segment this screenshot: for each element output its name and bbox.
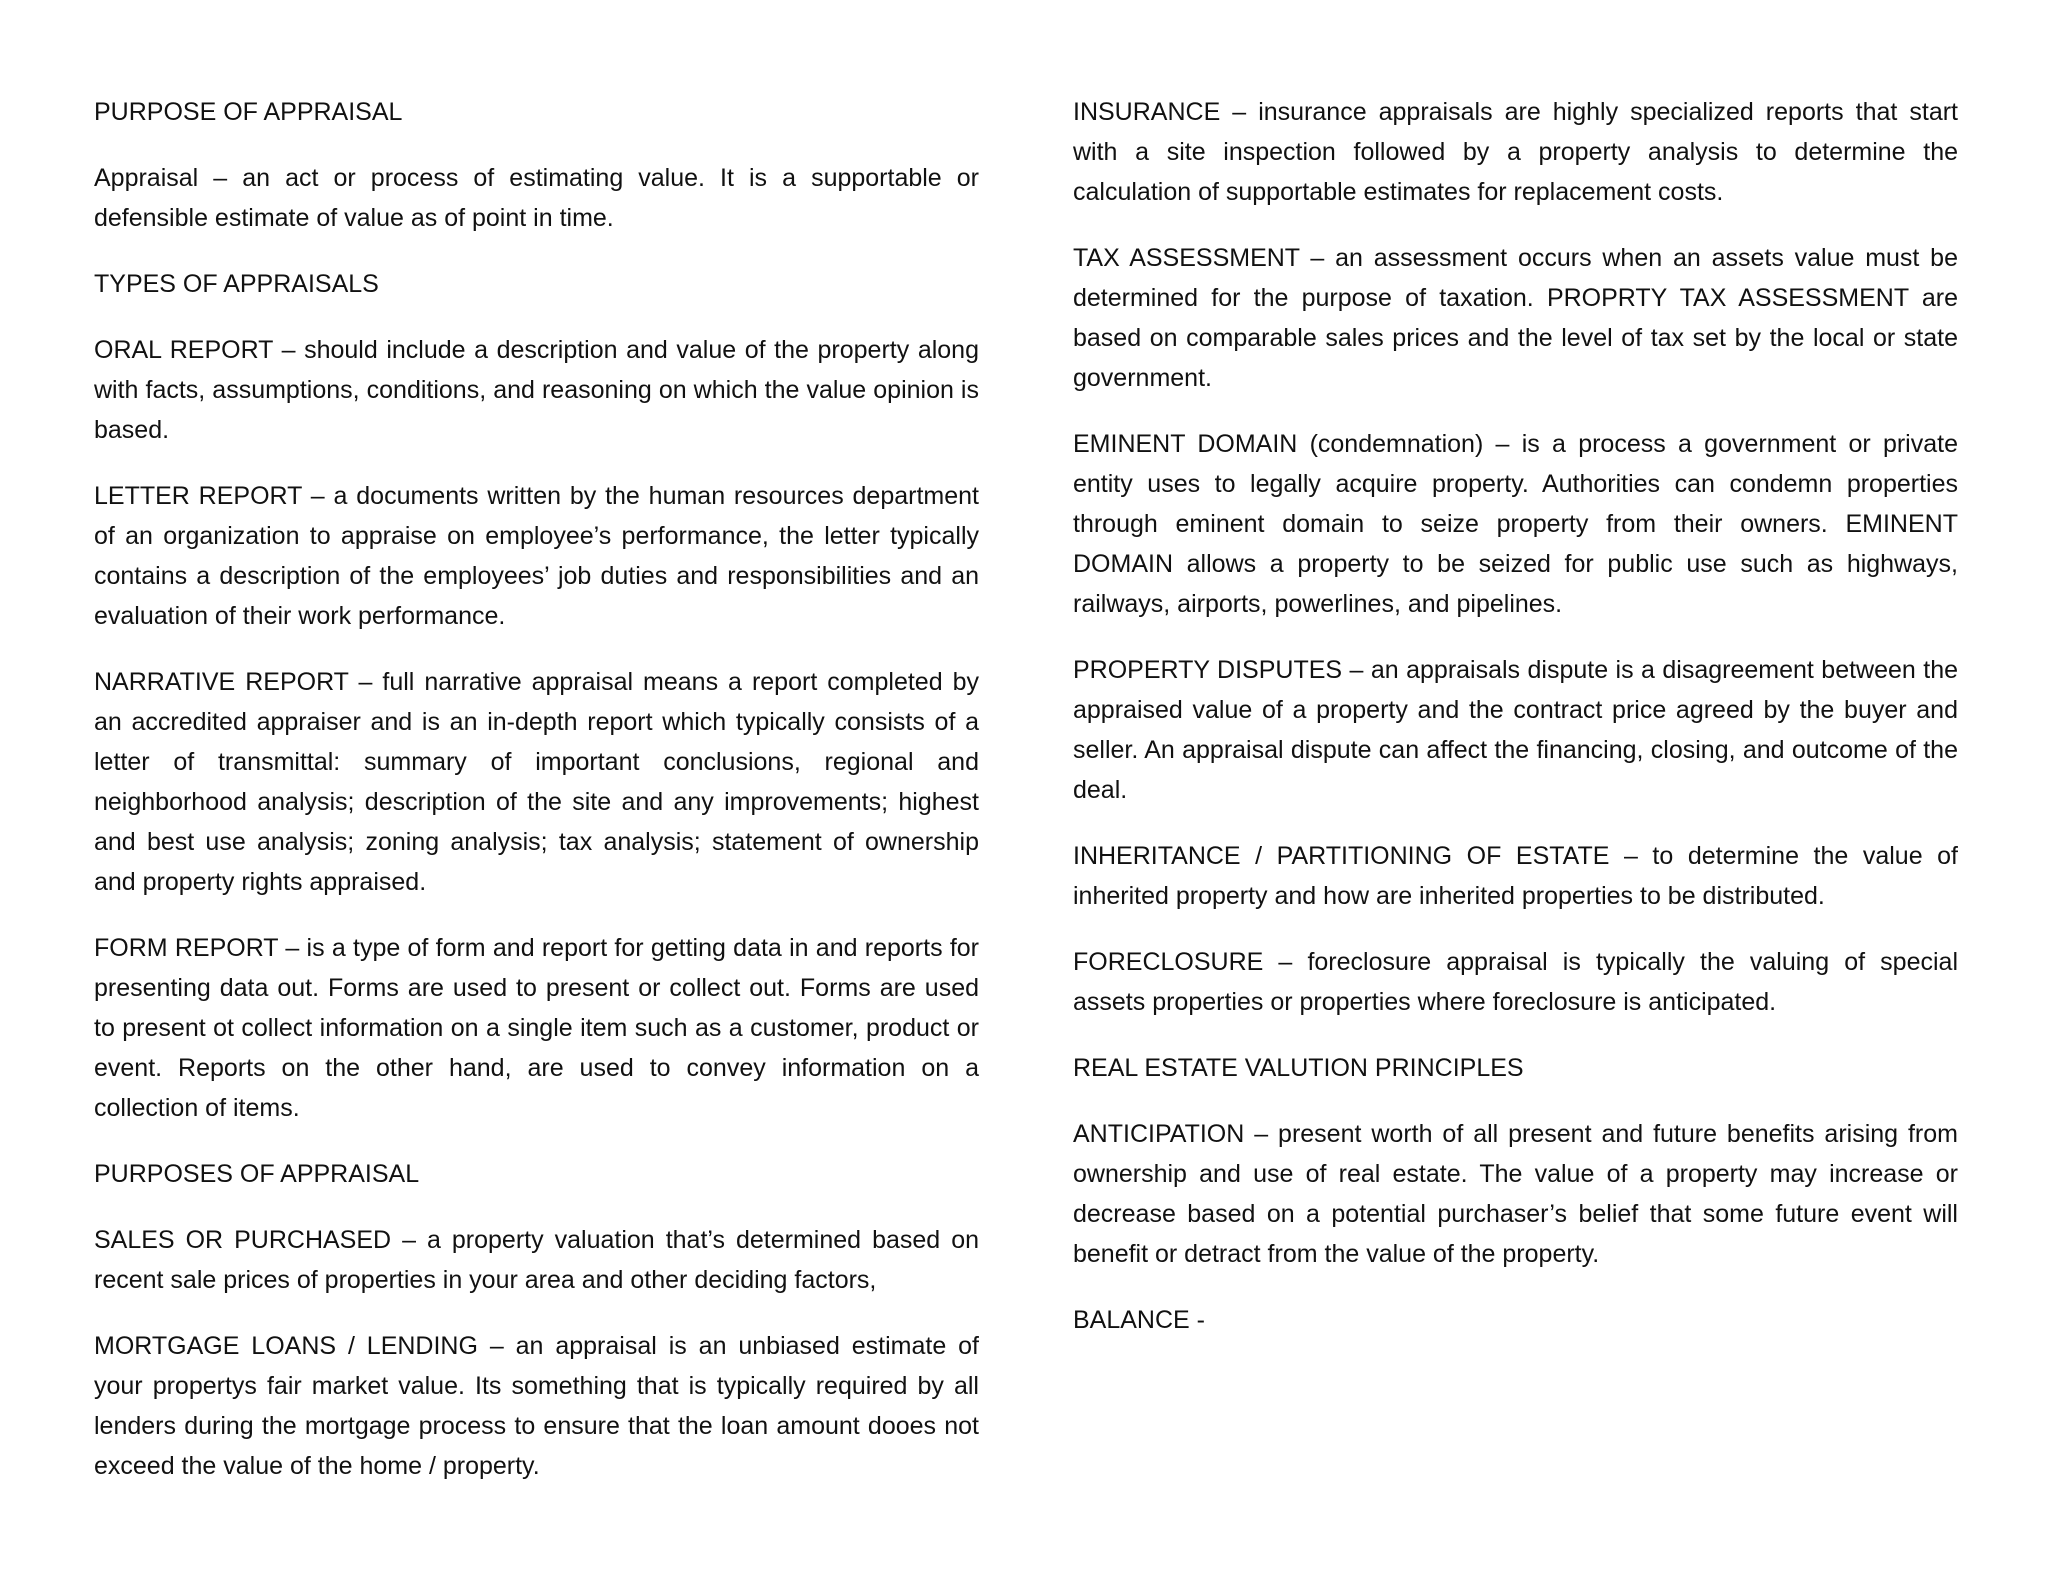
heading-types-of-appraisals: TYPES OF APPRAISALS	[94, 270, 379, 298]
paragraph-oral-report: ORAL REPORT – should include a description and value of the property along with facts, assumptions, conditions, and reasoning on which the value opinion is based.	[94, 336, 979, 444]
heading-purposes-of-appraisal: PURPOSES OF APPRAISAL	[94, 1160, 420, 1188]
heading-balance: BALANCE -	[1073, 1306, 1205, 1334]
paragraph-inheritance: INHERITANCE / PARTITIONING OF ESTATE – to determine the value of inherited property and how are inherited properties to be distributed.	[1073, 842, 1958, 910]
paragraph-anticipation: ANTICIPATION – present worth of all present and future benefits arising from ownership and use of real estate. The value of a property may increase or decrease based on a potential purchaser’s belief that some future event will benefit or detract from the value of the property.	[1073, 1120, 1958, 1268]
paragraph-tax-assessment: TAX ASSESSMENT – an assessment occurs when an assets value must be determined for the purpose of taxation. PROPRTY TAX ASSESSMENT are based on comparable sales prices and the level of tax set by the local or state government.	[1073, 244, 1958, 392]
heading-purpose-of-appraisal: PURPOSE OF APPRAISAL	[94, 98, 403, 126]
paragraph-mortgage-loans: MORTGAGE LOANS / LENDING – an appraisal is an unbiased estimate of your propertys fair market value. Its something that is typically required by all lenders during the mortgage process to ensure that the loan amount dooes not exceed the value of the home / property.	[94, 1332, 979, 1480]
heading-valuation-principles: REAL ESTATE VALUTION PRINCIPLES	[1073, 1054, 1524, 1082]
right-column	[1073, 92, 1958, 1366]
paragraph-letter-report: LETTER REPORT – a documents written by the human resources department of an organization to appraise on employee’s performance, the letter typically contains a description of the employees’ job duties and responsibilities and an evaluation of their work performance.	[94, 482, 979, 630]
paragraph-foreclosure: FORECLOSURE – foreclosure appraisal is typically the valuing of special assets properties or properties where foreclosure is anticipated.	[1073, 948, 1958, 1016]
left-column	[94, 92, 979, 1512]
paragraph-narrative-report: NARRATIVE REPORT – full narrative appraisal means a report completed by an accredited appraiser and is an in-depth report which typically consists of a letter of transmittal: summary of important conclusions, regional and neighborhood analysis; description of the site and any improvements; highest and best use analysis; zoning analysis; tax analysis; statement of ownership and property rights appraised.	[94, 668, 979, 896]
paragraph-eminent-domain: EMINENT DOMAIN (condemnation) – is a process a government or private entity uses to legally acquire property. Authorities can condemn properties through eminent domain to seize property from their owners. EMINENT DOMAIN allows a property to be seized for public use such as highways, railways, airports, powerlines, and pipelines.	[1073, 430, 1958, 618]
paragraph-insurance: INSURANCE – insurance appraisals are highly specialized reports that start with a site inspection followed by a property analysis to determine the calculation of supportable estimates for replacement costs.	[1073, 98, 1958, 206]
paragraph-property-disputes: PROPERTY DISPUTES – an appraisals dispute is a disagreement between the appraised value of a property and the contract price agreed by the buyer and seller. An appraisal dispute can affect the financing, closing, and outcome of the deal.	[1073, 656, 1958, 804]
paragraph-form-report: FORM REPORT – is a type of form and report for getting data in and reports for presenting data out. Forms are used to present or collect out. Forms are used to present ot collect information on a single item such as a customer, product or event. Reports on the other hand, are used to convey information on a collection of items.	[94, 934, 979, 1122]
paragraph-appraisal-definition: Appraisal – an act or process of estimating value. It is a supportable or defensible estimate of value as of point in time.	[94, 164, 979, 232]
paragraph-sales-or-purchased: SALES OR PURCHASED – a property valuation that’s determined based on recent sale prices of properties in your area and other deciding factors,	[94, 1226, 979, 1294]
